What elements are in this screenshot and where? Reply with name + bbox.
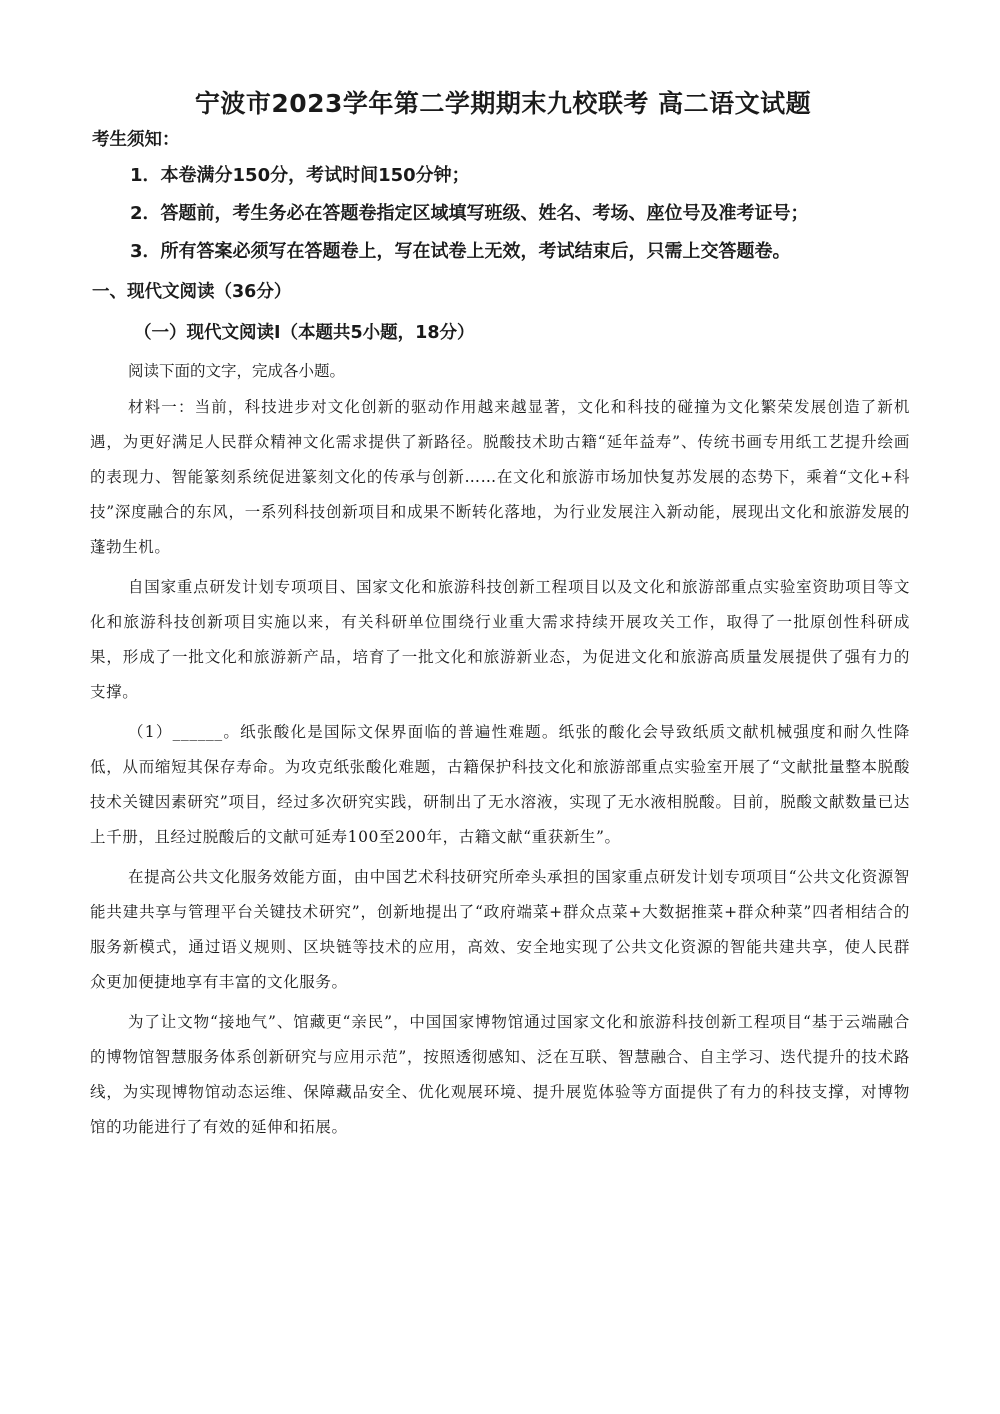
reading-passage <box>90 390 910 1145</box>
passage-paragraph-2: 自国家重点研发计划专项项目、国家文化和旅游科技创新工程项目以及文化和旅游部重点实验室资助项目等文化和旅游科技创新项目实施以来，有关科研单位围绕行业重大需求持续开展攻关工作，取得了一批原创性科研成果，形成了一批文化和旅游新产品，培育了一批文化和旅游新业态，为促进文化和旅游高质量发展提供了强有力的支撑。 <box>90 578 910 701</box>
notice-item-2: 2．答题前，考生务必在答题卷指定区域填写班级、姓名、考场、座位号及准考证号； <box>130 203 809 224</box>
reading-instruction: 阅读下面的文字，完成各小题。 <box>128 362 346 380</box>
notice-list <box>90 164 910 264</box>
section-heading: 一、现代文阅读（36分） <box>92 282 292 302</box>
exam-title: 宁波市2023学年第二学期期末九校联考 高二语文试题 <box>194 89 812 118</box>
passage-paragraph-4: 在提高公共文化服务效能方面，由中国艺术科技研究所牵头承担的国家重点研发计划专项项目“公共文化资源智能共建共享与管理平台关键技术研究”，创新地提出了“政府端菜+群众点菜+大数据推菜+群众种菜”四者相结合的服务新模式，通过语义规则、区块链等技术的应用，高效、安全地实现了公共文化资源的智能共建共享，使人民群众更加便捷地享有丰富的文化服务。 <box>90 868 910 991</box>
passage-paragraph-1: 材料一：当前，科技进步对文化创新的驱动作用越来越显著，文化和科技的碰撞为文化繁荣发展创造了新机遇，为更好满足人民群众精神文化需求提供了新路径。脱酸技术助古籍“延年益寿”、传统书画专用纸工艺提升绘画的表现力、智能篆刻系统促进篆刻文化的传承与创新……在文化和旅游市场加快复苏发展的态势下，乘着“文化+科技”深度融合的东风，一系列科技创新项目和成果不断转化落地，为行业发展注入新动能，展现出文化和旅游发展的蓬勃生机。 <box>90 398 910 556</box>
notice-heading: 考生须知： <box>92 130 180 150</box>
passage-paragraph-5: 为了让文物“接地气”、馆藏更“亲民”，中国国家博物馆通过国家文化和旅游科技创新工程项目“基于云端融合的博物馆智慧服务体系创新研究与应用示范”，按照透彻感知、泛在互联、智慧融合、自主学习、迭代提升的技术路线，为实现博物馆动态运维、保障藏品安全、优化观展环境、提升展览体验等方面提供了有力的科技支撑，对博物馆的功能进行了有效的延伸和拓展。 <box>90 1013 910 1136</box>
passage-paragraph-3: （1）______。纸张酸化是国际文保界面临的普遍性难题。纸张的酸化会导致纸质文献机械强度和耐久性降低，从而缩短其保存寿命。为攻克纸张酸化难题，古籍保护科技文化和旅游部重点实验室开展了“文献批量整本脱酸技术关键因素研究”项目，经过多次研究实践，研制出了无水溶液，实现了无水液相脱酸。目前，脱酸文献数量已达上千册，且经过脱酸后的文献可延寿100至200年，古籍文献“重获新生”。 <box>90 723 910 846</box>
notice-item-3: 3．所有答案必须写在答题卷上，写在试卷上无效，考试结束后，只需上交答题卷。 <box>130 241 791 262</box>
notice-item-1: 1．本卷满分150分，考试时间150分钟； <box>130 165 470 186</box>
subsection-heading: （一）现代文阅读Ⅰ（本题共5小题，18分） <box>134 323 475 343</box>
